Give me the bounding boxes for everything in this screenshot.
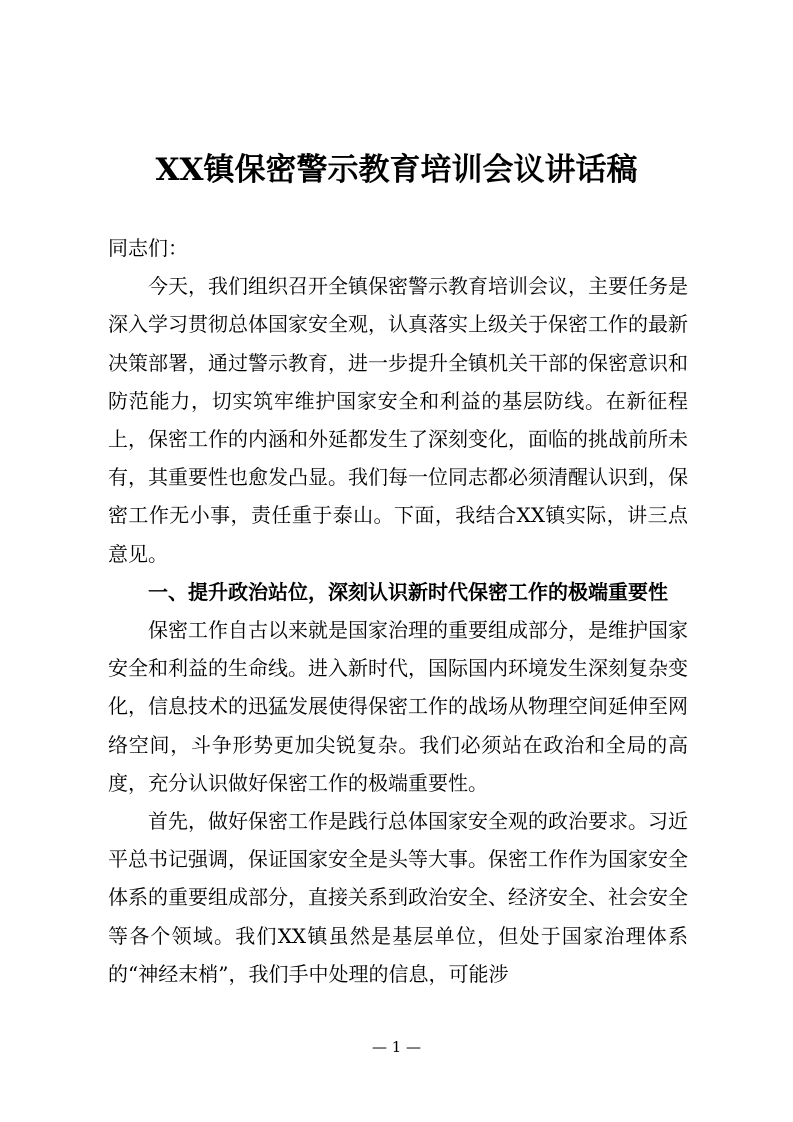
salutation: 同志们： [108, 236, 188, 260]
section-paragraph-1: 保密工作自古以来就是国家治理的重要组成部分，是维护国家安全和利益的生命线。进入新时代，国际国内环境发生深刻复杂变化，信息技术的迅猛发展使得保密工作的战场从物理空间延伸至网络空间，斗争形势更加尖锐复杂。我们必须站在政治和全局的高度，充分认识做好保密工作的极端重要性。 [108, 618, 688, 795]
document-title: XX镇保密警示教育培训会议讲话稿 [155, 152, 638, 188]
opening-paragraph: 今天，我们组织召开全镇保密警示教育培训会议，主要任务是深入学习贯彻总体国家安全观，认真落实上级关于保密工作的最新决策部署，通过警示教育，进一步提升全镇机关干部的保密意识和防范能力，切实筑牢维护国家安全和利益的基层防线。在新征程上，保密工作的内涵和外延都发生了深刻变化，面临的挑战前所未有，其重要性也愈发凸显。我们每一位同志都必须清醒认识到，保密工作无小事，责任重于泰山。下面，我结合XX镇实际，讲三点意见。 [108, 274, 688, 566]
document-body [108, 229, 688, 993]
section-heading: 一、提升政治站位，深刻认识新时代保密工作的极端重要性 [148, 579, 668, 604]
page-number: — 1 — [371, 1038, 422, 1056]
section-paragraph-2: 首先，做好保密工作是践行总体国家安全观的政治要求。习近平总书记强调，保证国家安全是头等大事。保密工作作为国家安全体系的重要组成部分，直接关系到政治安全、经济安全、社会安全等各个领域。我们XX镇虽然是基层单位，但处于国家治理体系的“神经末梢”，我们手中处理的信息，可能涉 [108, 809, 688, 986]
